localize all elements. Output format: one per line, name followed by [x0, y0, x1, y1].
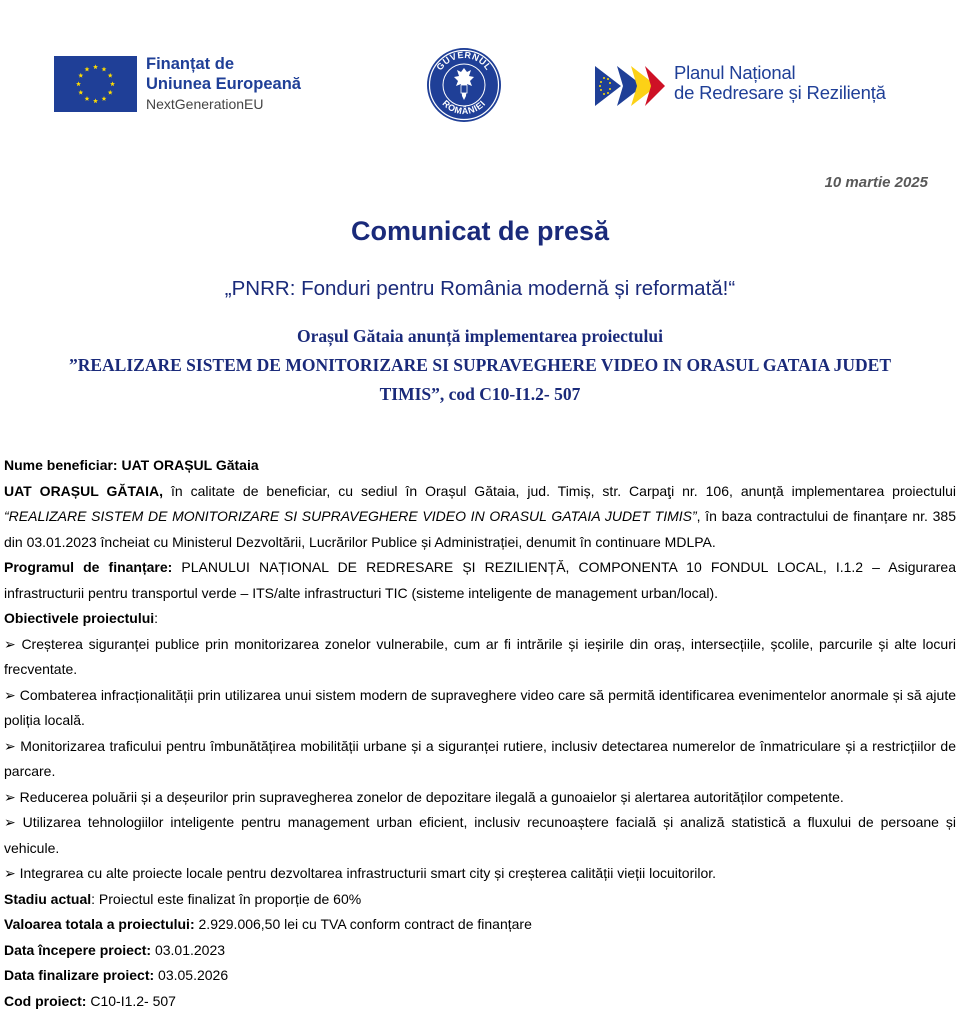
- intro-text-2: , în baza contractului de finanțare nr. 385 din 03.01.2023 încheiat cu Ministerul Dezvoltării, Lucrărilor Publice și Administrației, denumit în continuare MDLPA.: [4, 508, 956, 550]
- objectives-label: Obiectivele proiectului: [4, 610, 155, 626]
- start-date-line: [4, 938, 956, 964]
- status-label: Stadiu actual: [4, 890, 92, 907]
- end-date-label: Data finalizare proiect:: [4, 967, 155, 983]
- eu-star-icon: [78, 73, 83, 78]
- start-date-value: 03.01.2023: [151, 941, 226, 958]
- value-line: [4, 912, 956, 938]
- status-value: : Proiectul este finalizat în proporție de 60%: [91, 890, 362, 907]
- beneficiary-line: [4, 453, 956, 479]
- pnrr-logo-text: [674, 63, 886, 103]
- intro-paragraph: [4, 479, 956, 556]
- eu-funding-line1: Finanțat de: [146, 55, 235, 73]
- objective-item: ➢ Integrarea cu alte proiecte locale pentru dezvoltarea infrastructurii smart city și creșterea calității vieții locuitorilor.: [4, 865, 717, 881]
- eu-flag-logo: [54, 56, 137, 112]
- government-seal-logo: [425, 46, 503, 124]
- project-code-label: Cod proiect:: [4, 992, 87, 1009]
- intro-beneficiary: UAT ORAȘUL GĂTAIA,: [4, 482, 164, 499]
- start-date-label: Data începere proiect:: [4, 941, 152, 958]
- eu-star-icon: [108, 73, 113, 78]
- project-code-line: [4, 989, 956, 1015]
- eu-star-icon: [93, 64, 98, 69]
- intro-project-title: “REALIZARE SISTEM DE MONITORIZARE SI SUPRAVEGHERE VIDEO IN ORASUL GATAIA JUDET TIMIS”: [4, 508, 697, 524]
- announcement-line3: TIMIS”, cod C10-I1.2- 507: [379, 384, 581, 404]
- project-code-value: C10-I1.2- 507: [86, 992, 176, 1009]
- pnrr-logo-icon: [595, 66, 665, 106]
- objectives-heading: [4, 606, 956, 632]
- value-label: Valoarea totala a proiectului:: [4, 916, 195, 932]
- header-logos: [0, 0, 960, 150]
- eu-star-icon: [110, 81, 115, 86]
- objective-item: ➢ Monitorizarea traficului pentru îmbunătățirea mobilității urbane și a siguranței rutiere, inclusiv detectarea numerelor de înmatriculare și a restricțiilor de parcare.: [4, 737, 956, 779]
- eu-star-icon: [85, 67, 90, 72]
- program-label: Programul de finanțare:: [4, 559, 173, 575]
- eu-star-icon: [85, 96, 90, 101]
- value-amount: 2.929.006,50 lei cu TVA conform contract de finanțare: [194, 916, 532, 932]
- intro-text-1: în calitate de beneficiar, cu sediul în Orașul Gătaia, jud. Timiș, str. Carpaţi nr. 106, anunță implementarea proiectului: [163, 482, 956, 499]
- end-date-value: 03.05.2026: [154, 967, 229, 983]
- eu-funding-text: [146, 54, 301, 113]
- eu-star-icon: [76, 81, 81, 86]
- seal-top-text: GUVERNUL: [434, 49, 494, 73]
- pnrr-line1: Planul Național: [674, 62, 796, 83]
- announcement-line2: ”REALIZARE SISTEM DE MONITORIZARE SI SUPRAVEGHERE VIDEO IN ORASUL GATAIA JUDET: [68, 355, 892, 375]
- page-subtitle: „PNRR: Fonduri pentru România modernă și reformată!“: [224, 277, 736, 300]
- seal-bottom-text: ROMÂNIEI: [440, 98, 488, 117]
- status-line: [4, 887, 956, 913]
- objective-item: ➢ Creșterea siguranței publice prin monitorizarea zonelor vulnerabile, cum ar fi intrările și ieșirile din oraș, intersecțiile, școlile, parcurile și alte locuri frecventate.: [4, 635, 956, 677]
- objective-item: ➢ Utilizarea tehnologiilor inteligente pentru management urban eficient, inclusiv recunoaștere facială și analiză statistică a fluxului de persoane și vehicule.: [4, 814, 956, 856]
- eu-star-icon: [102, 96, 107, 101]
- page-title: Comunicat de presă: [350, 216, 610, 246]
- press-release-body: [4, 453, 956, 1014]
- eu-star-icon: [102, 67, 107, 72]
- press-release-date: 10 martie 2025: [824, 174, 928, 191]
- objective-item: ➢ Combaterea infracționalității prin utilizarea unui sistem modern de supraveghere video care să permită identificarea evenimentelor anormale și să ajute poliția locală.: [4, 686, 956, 728]
- pnrr-line2: de Redresare și Reziliență: [674, 82, 886, 103]
- program-text: PLANULUI NAȚIONAL DE REDRESARE ȘI REZILIENȚĂ, COMPONENTA 10 FONDUL LOCAL, I.1.2 – Asigurarea infrastructurii pentru transportul verde – ITS/alte infrastructuri TIC (sisteme inteligente de management urban/local).: [4, 559, 956, 601]
- eu-star-icon: [108, 90, 113, 95]
- project-announcement: [0, 322, 960, 409]
- objective-item: ➢ Reducerea poluării și a deșeurilor prin supravegherea zonelor de depozitare ilegală a gunoaielor și alertarea autorităților competente.: [4, 788, 844, 805]
- eu-funding-line2: Uniunea Europeană: [146, 75, 301, 93]
- eu-star-icon: [93, 98, 98, 103]
- program-paragraph: [4, 555, 956, 606]
- objectives-colon: :: [154, 610, 159, 626]
- eu-funding-line3: NextGenerationEU: [146, 96, 264, 112]
- eu-star-icon: [78, 90, 83, 95]
- beneficiary-label: Nume beneficiar: UAT ORAȘUL Gătaia: [4, 457, 259, 473]
- end-date-line: [4, 963, 956, 989]
- announcement-line1: Orașul Gătaia anunță implementarea proiectului: [297, 326, 663, 346]
